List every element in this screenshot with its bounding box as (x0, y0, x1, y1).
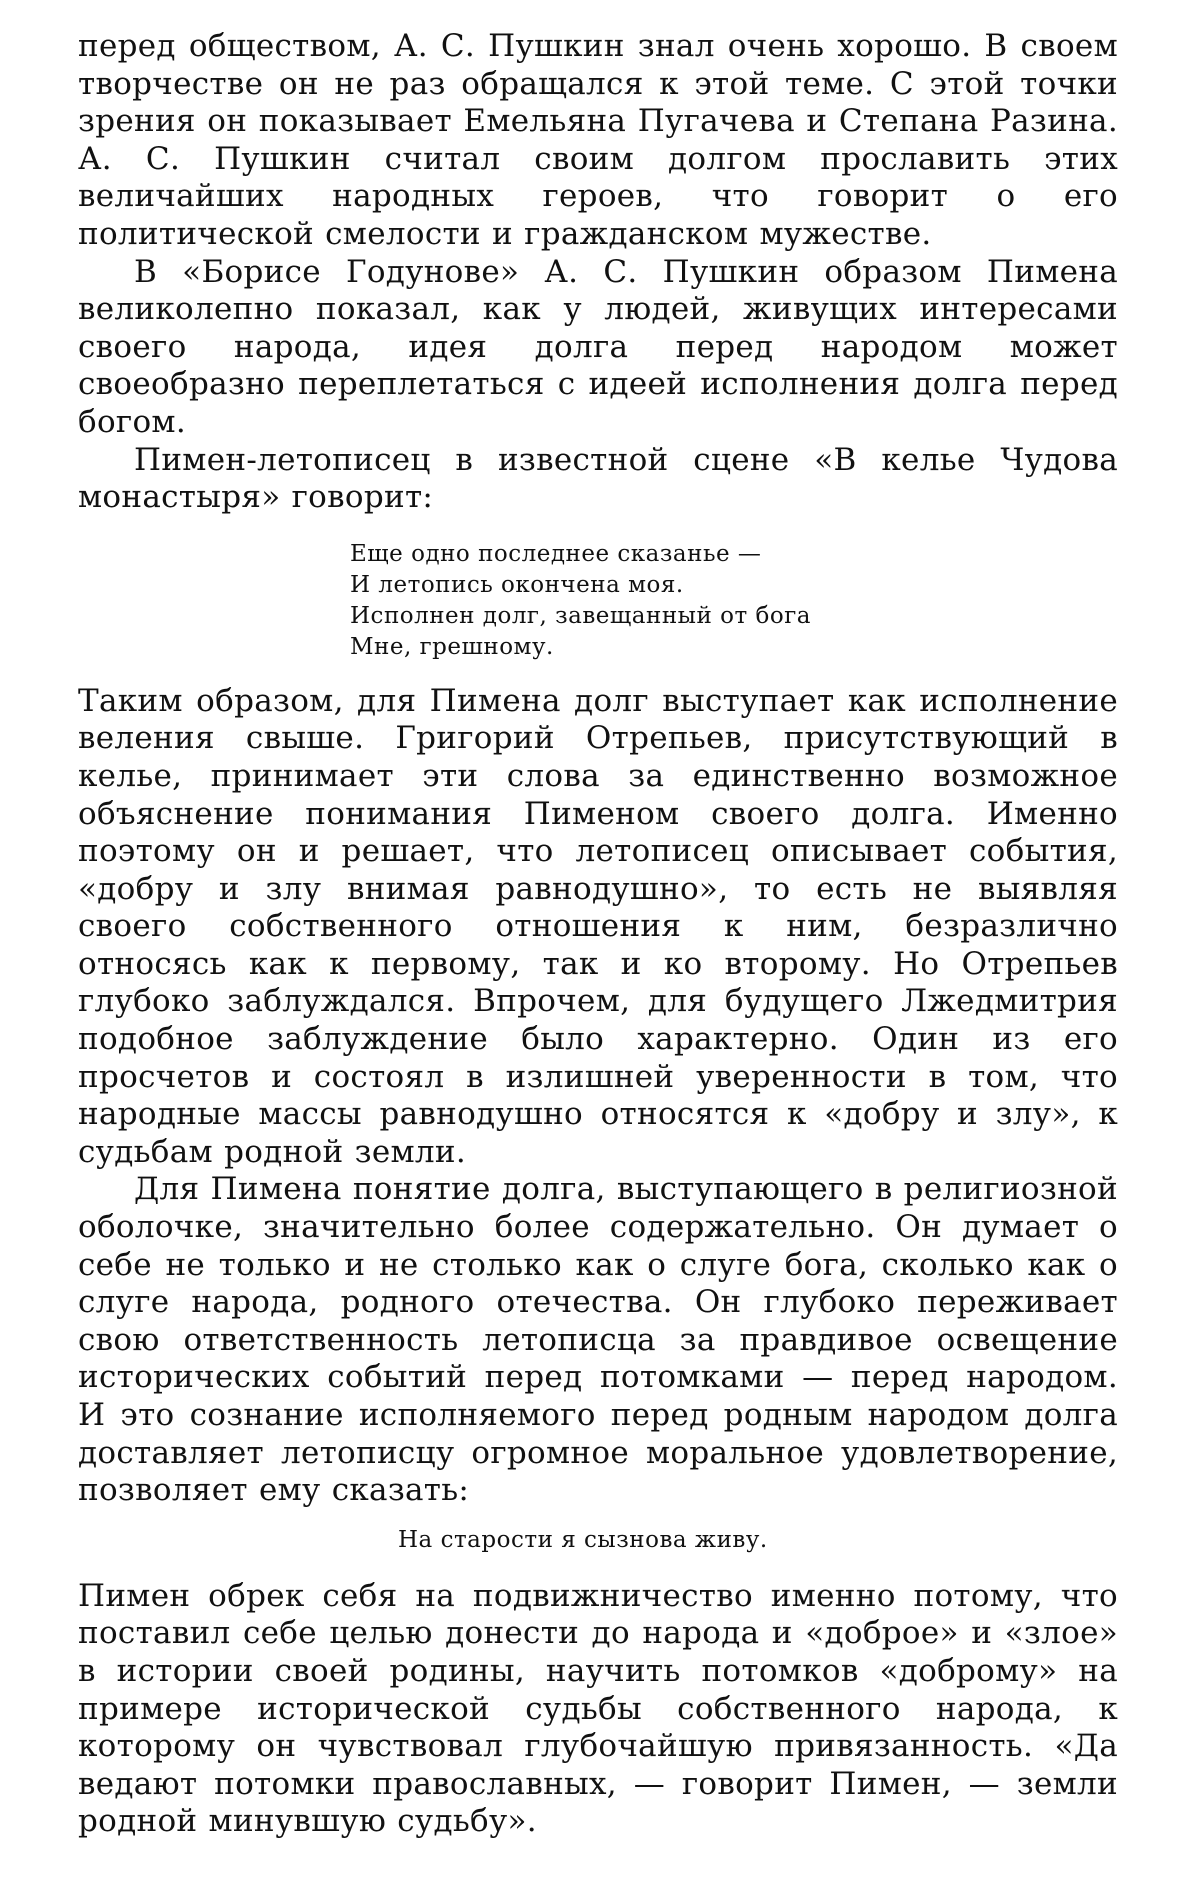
paragraph-pimen-asceticism: Пимен обрек себя на подвижничество именно потому, что поставил себе целью донести до народа и «доброе» и «злое» в истории своей родины, научить потомков «доброму» на примере исторической судьбы собственного народа, к которому он чувствовал глубочайшую привязанность. «Да ведают потомки православных, — говорит Пимен, — земли родной минувшую судьбу». (78, 1577, 1118, 1840)
paragraph-pimen-duty: Для Пимена понятие долга, выступающего в религиозной оболочке, значительно более содержательно. Он думает о себе не только и не столько как о слуге бога, сколько как о слуге народа, родного отечества. Он глубоко переживает свою ответственность летописца за правдивое освещение исторических событий перед потомками — перед народом. И это сознание исполняемого перед родным народом долга доставляет летописцу огромное моральное удовлетворение, позволяет ему сказать: (78, 1171, 1118, 1509)
verse-line: Мне, грешному. (350, 633, 554, 660)
paragraph-boris-godunov: В «Борисе Годунове» А. С. Пушкин образом Пимена великолепно показал, как у людей, живущих интересами своего народа, идея долга перед народом может своеобразно переплетаться с идеей исполнения долга перед богом. (78, 253, 1118, 440)
paragraph-duty-interpretation: Таким образом, для Пимена долг выступает как исполнение веления свыше. Григорий Отрепьев, присутствующий в келье, принимает эти слова за единственно возможное объяснение понимания Пименом своего долга. Именно поэтому он и решает, что летописец описывает события, «добру и злу внимая равнодушно», то есть не выявляя своего собственного отношения к ним, безразлично относясь как к первому, так и ко второму. Но Отрепьев глубоко заблуждался. Впрочем, для будущего Лжедмитрия подобное заблуждение было характерно. Один из его просчетов и состоял в излишней уверенности в том, что народные массы равнодушно относятся к «добру и злу», к судьбам родной земли. (78, 682, 1118, 1170)
verse-quote-pimen (350, 539, 1118, 663)
verse-line: И летопись окончена моя. (350, 571, 684, 598)
paragraph-pimen-scene: Пимен-летописец в известной сцене «В келье Чудова монастыря» говорит: (78, 441, 1118, 516)
verse-line: Еще одно последнее сказанье — (350, 540, 762, 567)
paragraph-pushkin-intro: перед обществом, А. С. Пушкин знал очень хорошо. В своем творчестве он не раз обращался к этой теме. С этой точки зрения он показывает Емельяна Пугачева и Степана Разина. А. С. Пушкин считал своим долгом прославить этих величайших народных героев, что говорит о его политической смелости и гражданском мужестве. (78, 28, 1118, 252)
text-column (78, 28, 1118, 1841)
verse-line: Исполнен долг, завещанный от бога (350, 602, 811, 629)
verse-quote-old-age: На старости я сызнова живу. (398, 1526, 768, 1553)
